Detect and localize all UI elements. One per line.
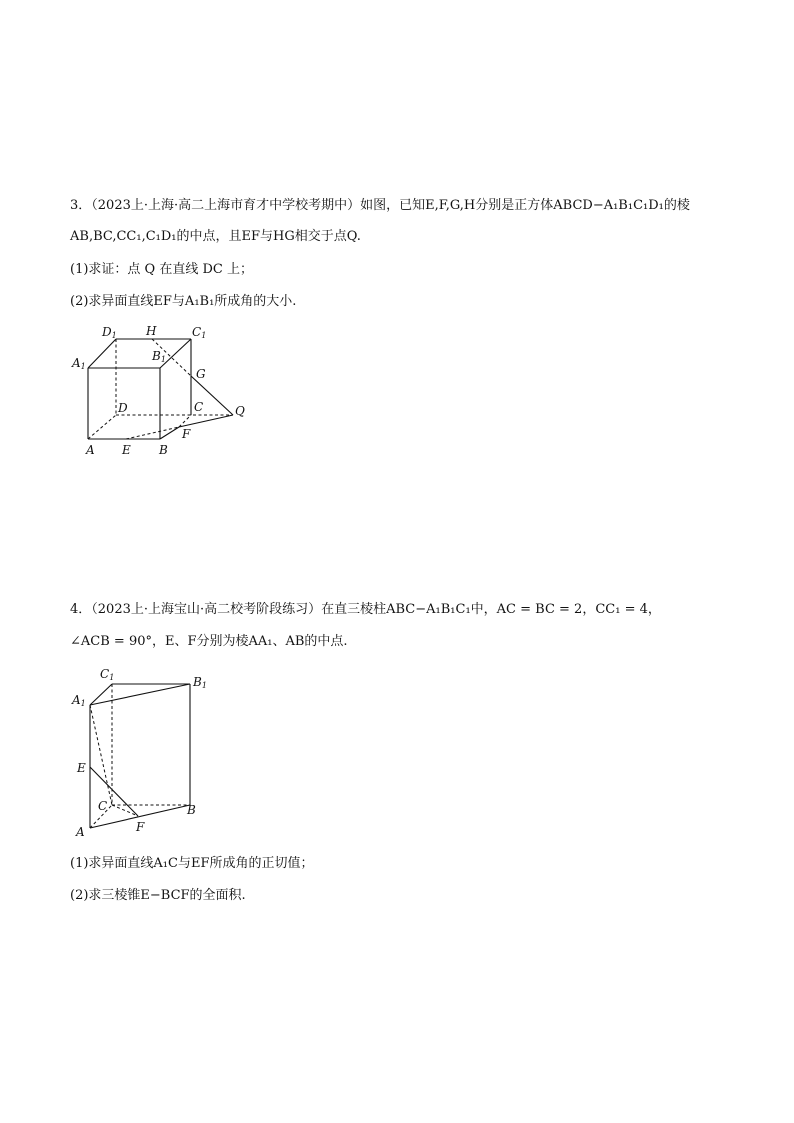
hidden-line-A1C [90, 705, 112, 805]
label-A: A [76, 825, 85, 839]
q3-stem-line2: AB,BC,CC₁,C₁D₁的中点，且EF与HG相交于点Q. [70, 229, 361, 244]
q3-stem-line1: 3．（2023上·上海·高二上海市育才中学校考期中）如图，已知E,F,G,H分别是正方体ABCD−A₁B₁C₁D₁的棱 [70, 198, 690, 213]
label-B1: B1 [152, 349, 166, 364]
label-C1: C1 [192, 325, 207, 340]
label-C1: C1 [100, 667, 115, 682]
hidden-line-CF [112, 805, 138, 816]
label-D: D [118, 401, 128, 415]
hidden-edge-AD [88, 415, 116, 439]
label-H: H [146, 324, 157, 338]
q3-cube-figure [66, 318, 266, 472]
q4-prism-figure [66, 660, 226, 849]
label-G: G [196, 367, 206, 381]
edge-A1D1 [88, 339, 116, 368]
q4-stem-line1: 4．（2023上·上海宝山·高二校考阶段练习）在直三棱柱ABC−A₁B₁C₁中，AC = BC = 2，CC₁ = 4， [70, 602, 661, 617]
label-A: A [86, 443, 95, 457]
label-Q: Q [235, 404, 245, 418]
label-C: C [98, 799, 108, 813]
label-B: B [159, 443, 168, 457]
label-C: C [194, 400, 204, 414]
label-A1: A1 [72, 356, 86, 371]
cube-diagram [66, 318, 266, 468]
hidden-line-EF [126, 427, 179, 439]
line-FQ [179, 415, 233, 427]
label-A1: A1 [72, 693, 86, 708]
label-E: E [122, 443, 131, 457]
label-B1: B1 [193, 675, 207, 690]
label-B: B [187, 803, 196, 817]
q4-stem-line2: ∠ACB = 90°，E、F分别为棱AA₁、AB的中点. [70, 634, 348, 649]
prism-diagram [66, 660, 226, 845]
q3-part2: (2)求异面直线EF与A₁B₁所成角的大小. [70, 294, 297, 309]
q4-part1: (1)求异面直线A₁C与EF所成角的正切值； [70, 856, 314, 871]
edge-A1C1 [90, 684, 112, 705]
label-F: F [182, 427, 191, 441]
edge-A1B1 [90, 684, 190, 705]
label-D1: D1 [102, 325, 117, 340]
q4-part2: (2)求三棱锥E−BCF的全面积. [70, 888, 246, 903]
q3-part1: (1)求证：点 Q 在直线 DC 上； [70, 262, 253, 277]
label-E: E [77, 761, 86, 775]
label-F: F [136, 820, 145, 834]
